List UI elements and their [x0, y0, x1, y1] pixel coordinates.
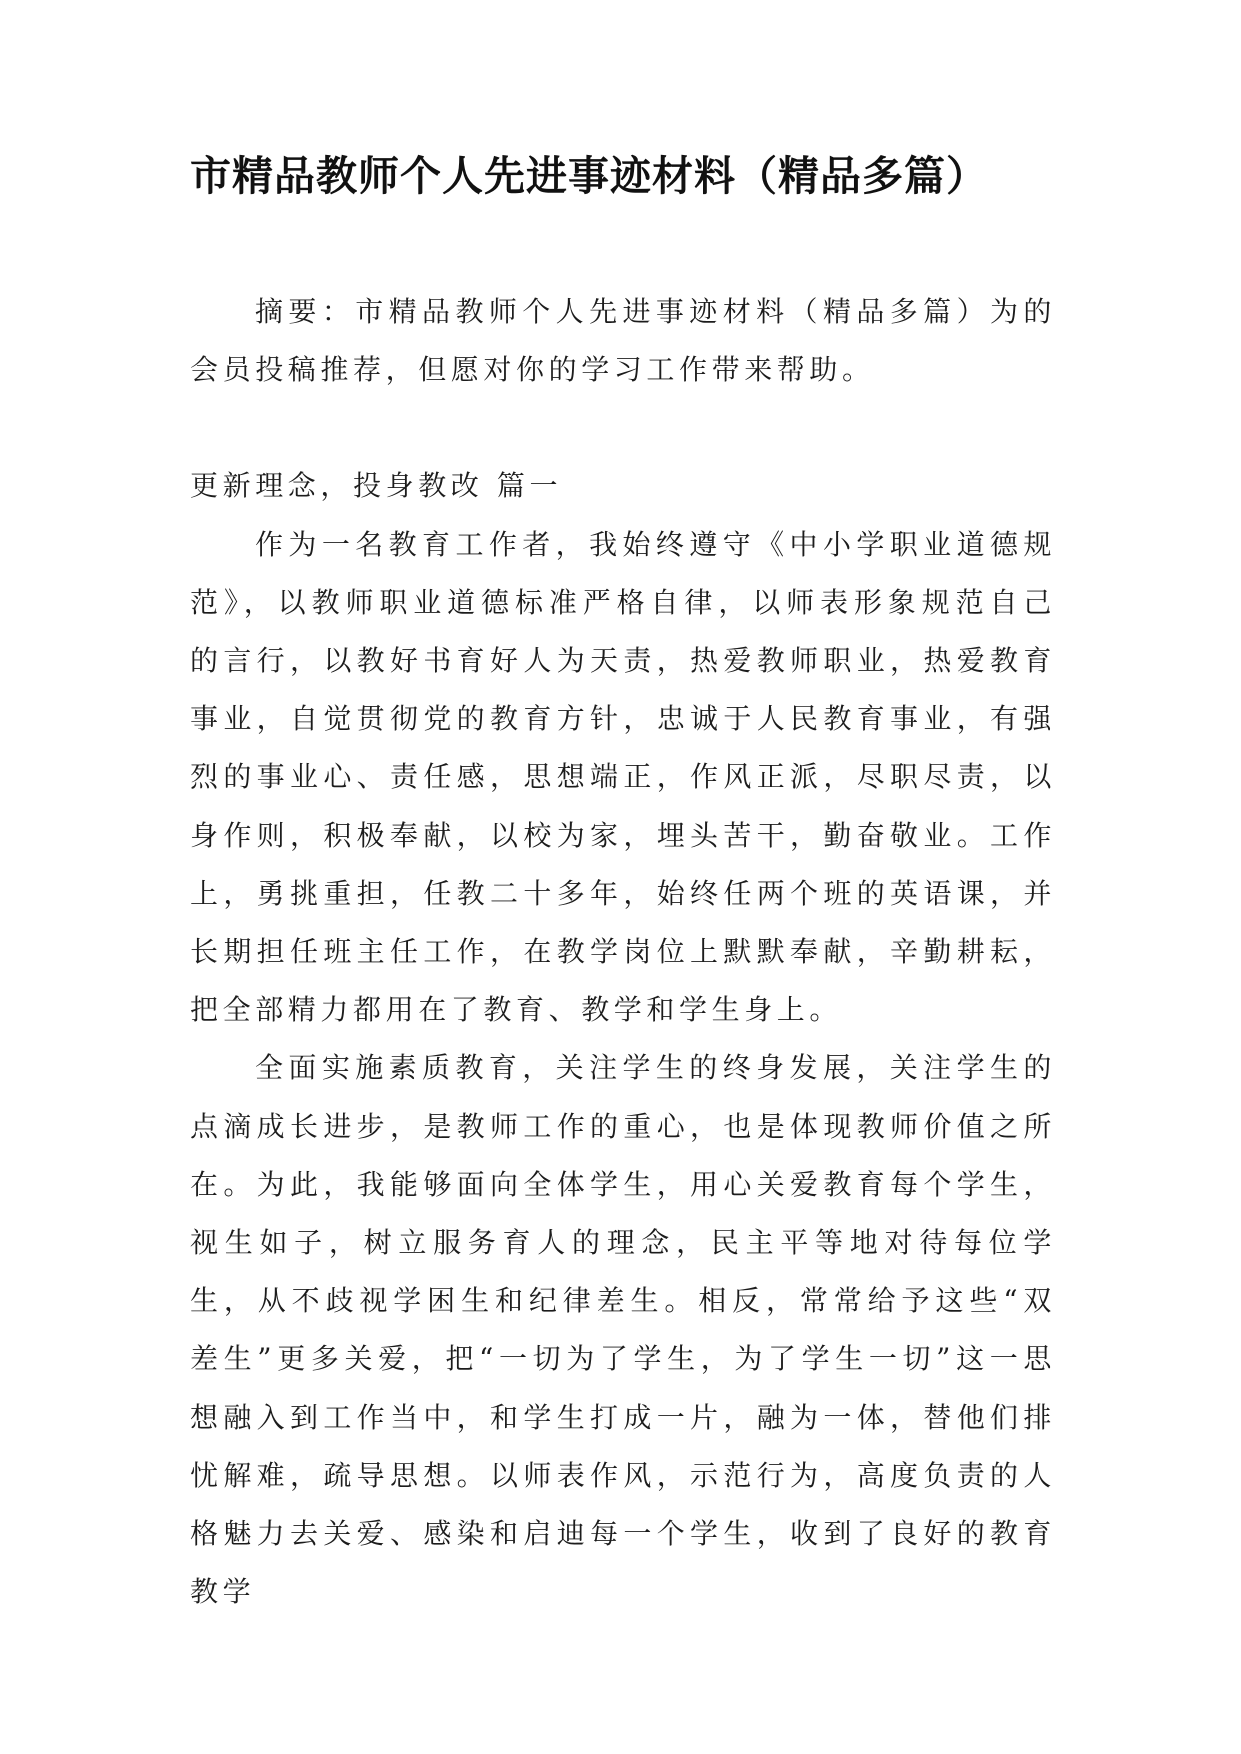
- body-paragraph-1: 作为一名教育工作者，我始终遵守《中小学职业道德规范》，以教师职业道德标准严格自律，以师表形象规范自己的言行，以教好书育好人为天责，热爱教师职业，热爱教育事业，自觉贯彻党的教育方针，忠诚于人民教育事业，有强烈的事业心、责任感，思想端正，作风正派，尽职尽责，以身作则，积极奉献，以校为家，埋头苦干，勤奋敬业。工作上，勇挑重担，任教二十多年，始终任两个班的英语课，并长期担任班主任工作，在教学岗位上默默奉献，辛勤耕耘，把全部精力都用在了教育、教学和学生身上。: [190, 527, 1056, 1027]
- body-paragraph-2: 全面实施素质教育，关注学生的终身发展，关注学生的点滴成长进步，是教师工作的重心，也是体现教师价值之所在。为此，我能够面向全体学生，用心关爱教育每个学生，视生如子，树立服务育人的理念，民主平等地对待每位学生，从不歧视学困生和纪律差生。相反，常常给予这些“双差生”更多关爱，把“一切为了学生，为了学生一切”这一思想融入到工作当中，和学生打成一片，融为一体，替他们排忧解难，疏导思想。以师表作风，示范行为，高度负责的人格魅力去关爱、感染和启迪每一个学生，收到了良好的教育教学: [190, 1051, 1056, 1609]
- document-title: 市精品教师个人先进事迹材料（精品多篇）: [190, 152, 988, 200]
- document-body: [190, 283, 1056, 1621]
- abstract-paragraph: 摘要：市精品教师个人先进事迹材料（精品多篇）为的会员投稿推荐，但愿对你的学习工作带来帮助。: [190, 295, 1056, 387]
- section-heading: 更新理念，投身教改 篇一: [190, 469, 563, 503]
